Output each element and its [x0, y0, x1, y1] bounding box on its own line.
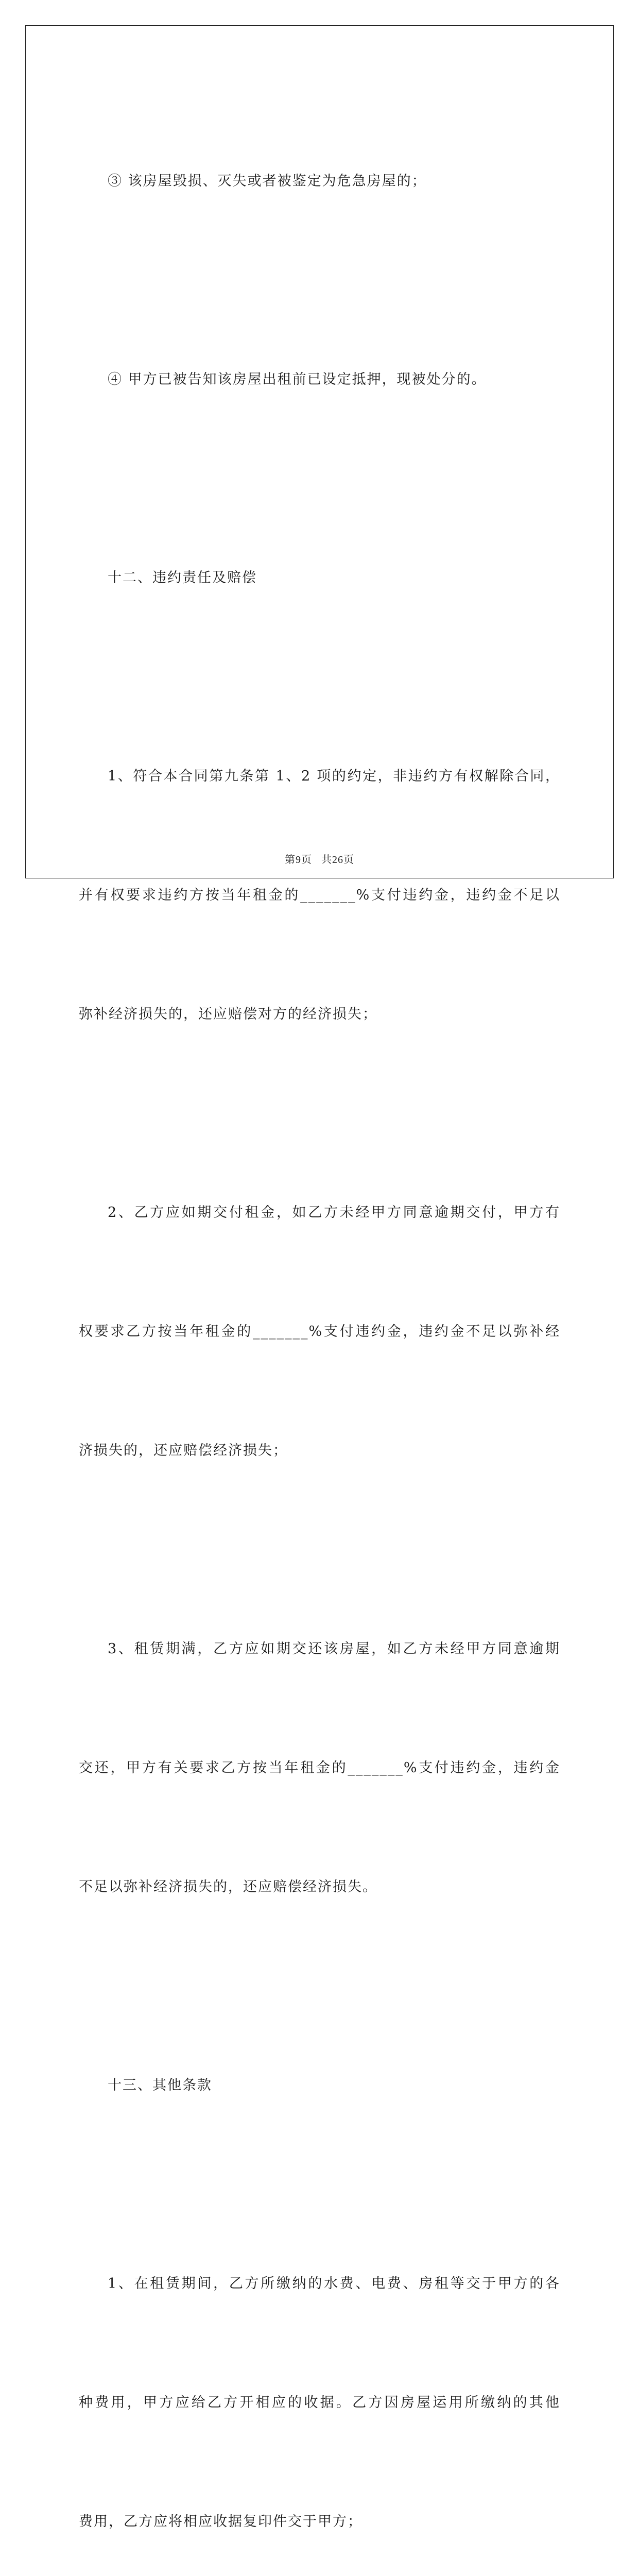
text-line: 权要求乙方按当年租金的_______%支付违约金，违约金不足以弥补经: [79, 1324, 560, 1340]
text-line: 种费用，甲方应给乙方开相应的收据。乙方因房屋运用所缴纳的其他: [79, 2395, 560, 2411]
text-line: 2、乙方应如期交付租金，如乙方未经甲方同意逾期交付，甲方有: [108, 1205, 560, 1221]
text-line: 弥补经济损失的，还应赔偿对方的经济损失；: [79, 1006, 377, 1022]
page-total: 共26页: [321, 854, 354, 866]
page-number: 第9页: [285, 854, 312, 866]
text-line: 1、在租赁期间，乙方所缴纳的水费、电费、房租等交于甲方的各: [108, 2276, 560, 2292]
text-line: 不足以弥补经济损失的，还应赔偿经济损失。: [79, 1879, 377, 1895]
text-line: ④ 甲方已被告知该房屋出租前已设定抵押，现被处分的。: [108, 371, 487, 387]
clause-13-1: [79, 2184, 560, 2576]
section-heading-13: [79, 1986, 560, 2184]
paragraph-item-3: [79, 82, 560, 280]
section-heading-12: [79, 479, 560, 677]
page-footer: [0, 851, 639, 866]
text-line: 1、符合本合同第九条第 1、2 项的约定，非违约方有权解除合同，: [108, 768, 560, 784]
paragraph-item-4: [79, 280, 560, 479]
text-line: 3、租赁期满，乙方应如期交还该房屋，如乙方未经甲方同意逾期: [108, 1641, 560, 1657]
text-line: 十二、违约责任及赔偿: [108, 570, 257, 586]
clause-12-3: [79, 1550, 560, 1986]
text-line: 并有权要求违约方按当年租金的_______%支付违约金，违约金不足以: [79, 887, 560, 903]
text-line: ③ 该房屋毁损、灭失或者被鉴定为危急房屋的；: [108, 173, 427, 189]
text-line: 交还，甲方有关要求乙方按当年租金的_______%支付违约金，违约金: [79, 1760, 560, 1776]
clause-12-1: [79, 677, 560, 1113]
text-line: 十三、其他条款: [108, 2077, 212, 2093]
clause-12-2: [79, 1113, 560, 1550]
text-line: 济损失的，还应赔偿经济损失；: [79, 1443, 288, 1459]
text-line: 费用，乙方应将相应收据复印件交于甲方；: [79, 2514, 362, 2530]
document-body: [79, 82, 560, 2576]
